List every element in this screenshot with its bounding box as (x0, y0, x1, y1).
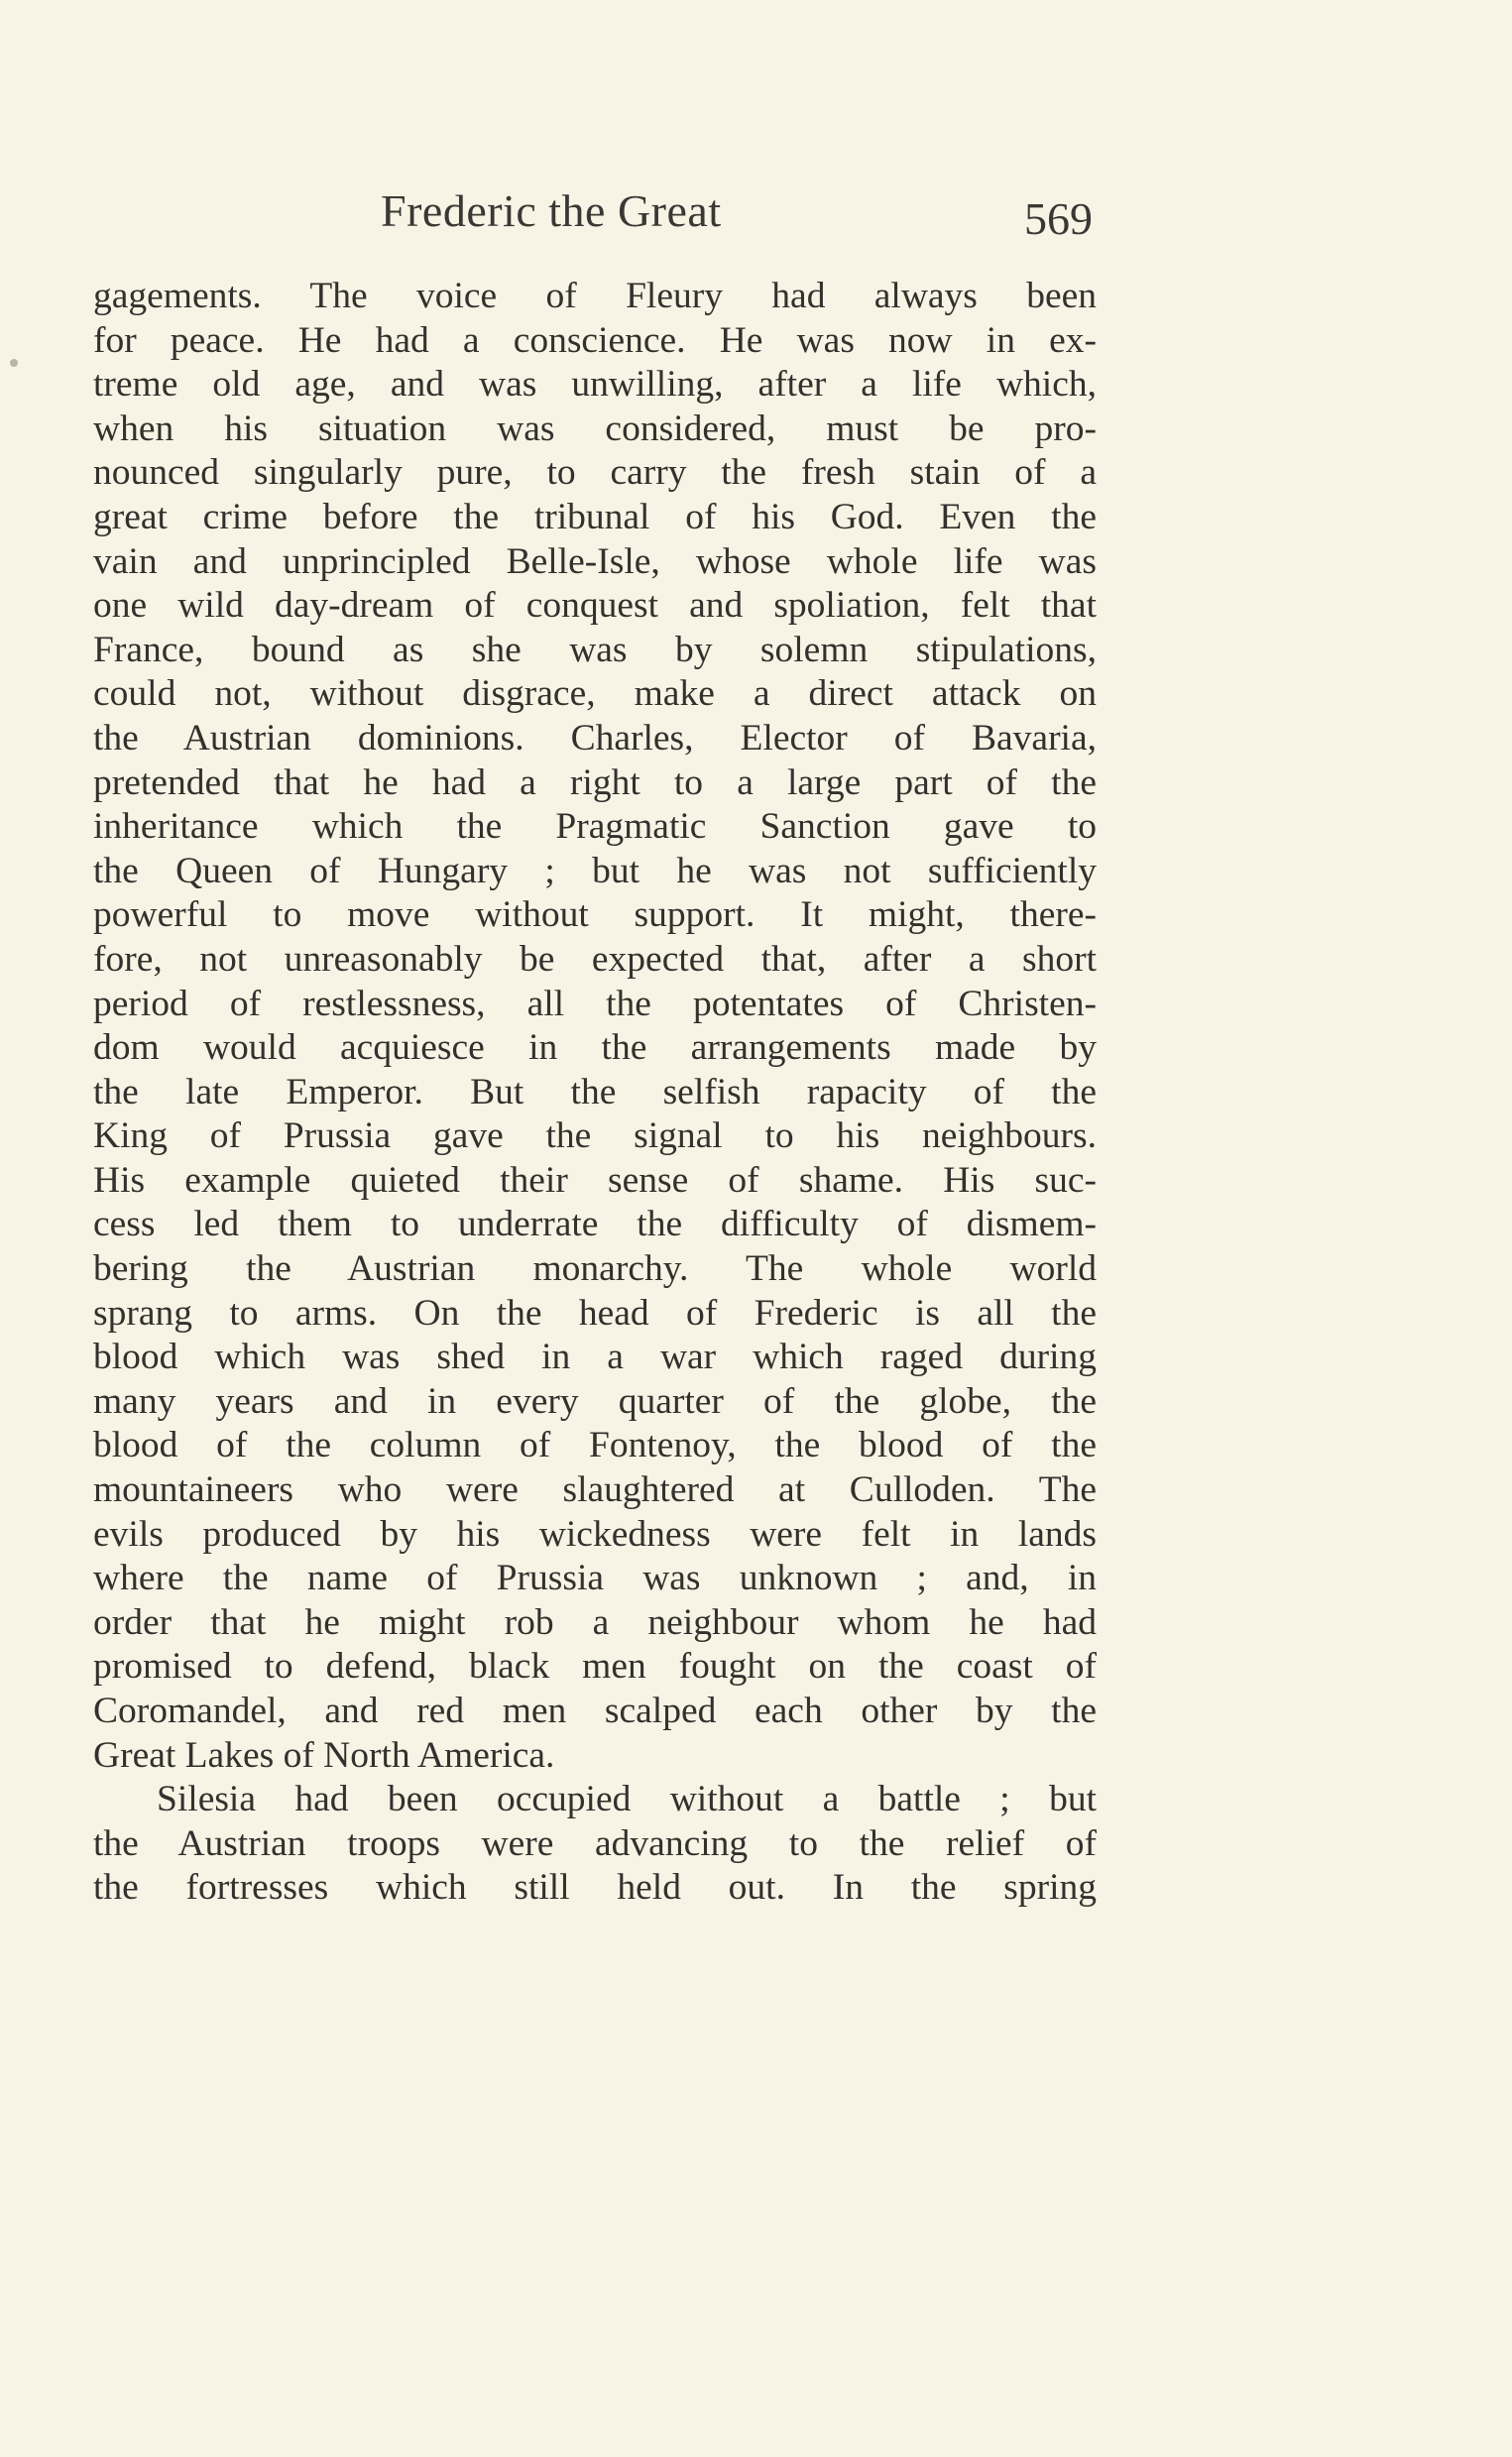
text-line: the fortresses which still held out. In the spring (93, 1867, 1097, 1909)
text-line: the late Emperor. But the selfish rapacity of the (93, 1071, 1097, 1112)
text-line: for peace. He had a conscience. He was now in ex- (93, 319, 1097, 361)
text-line: pretended that he had a right to a large part of the (93, 761, 1097, 803)
text-line: France, bound as she was by solemn stipulations, (93, 629, 1097, 670)
running-title: Frederic the Great (381, 185, 722, 236)
text-line: bering the Austrian monarchy. The whole world (93, 1248, 1097, 1290)
text-line: many years and in every quarter of the globe, the (93, 1380, 1097, 1422)
text-line: His example quieted their sense of shame. His suc- (93, 1159, 1097, 1201)
text-line: blood of the column of Fontenoy, the blood of the (93, 1425, 1097, 1466)
text-line: evils produced by his wickedness were felt in lands (93, 1513, 1097, 1555)
text-line: order that he might rob a neighbour whom he had (93, 1601, 1097, 1643)
text-line: cess led them to underrate the difficulty of dismem- (93, 1204, 1097, 1245)
text-line: one wild day-dream of conquest and spoliation, felt that (93, 585, 1097, 627)
text-line: vain and unprincipled Belle-Isle, whose whole life was (93, 540, 1097, 582)
text-line: the Austrian troops were advancing to the relief of (93, 1822, 1097, 1864)
running-head (93, 184, 1097, 254)
text-line: the Queen of Hungary ; but he was not sufficiently (93, 850, 1097, 891)
page-number: 569 (1024, 193, 1093, 244)
text-line: treme old age, and was unwilling, after a life which, (93, 364, 1097, 406)
text-line: great crime before the tribunal of his God. Even the (93, 496, 1097, 537)
text-line: King of Prussia gave the signal to his neighbours. (93, 1115, 1097, 1157)
text-line: could not, without disgrace, make a direct attack on (93, 673, 1097, 715)
paragraph-end-line: Great Lakes of North America. (93, 1734, 555, 1776)
text-line: nounced singularly pure, to carry the fresh stain of a (93, 452, 1097, 494)
text-line: period of restlessness, all the potentates of Christen- (93, 983, 1097, 1024)
text-line: Coromandel, and red men scalped each other by the (93, 1691, 1097, 1731)
text-line: blood which was shed in a war which raged during (93, 1337, 1097, 1378)
text-line: powerful to move without support. It might, there- (93, 894, 1097, 936)
body-text (93, 275, 1097, 1911)
text-line: gagements. The voice of Fleury had always been (93, 276, 1097, 316)
text-line: promised to defend, black men fought on the coast of (93, 1646, 1097, 1688)
text-line: mountaineers who were slaughtered at Culloden. The (93, 1469, 1097, 1511)
text-line: sprang to arms. On the head of Frederic is all the (93, 1292, 1097, 1334)
paper-speck (10, 359, 18, 367)
text-line: dom would acquiesce in the arrangements made by (93, 1027, 1097, 1069)
text-line: when his situation was considered, must be pro- (93, 408, 1097, 449)
text-line: the Austrian dominions. Charles, Elector of Bavaria, (93, 717, 1097, 759)
text-line: fore, not unreasonably be expected that, after a short (93, 938, 1097, 980)
text-line: where the name of Prussia was unknown ; and, in (93, 1558, 1097, 1599)
text-line: inheritance which the Pragmatic Sanction gave to (93, 806, 1097, 848)
paragraph-start-line: Silesia had been occupied without a battle ; but (157, 1779, 1097, 1820)
